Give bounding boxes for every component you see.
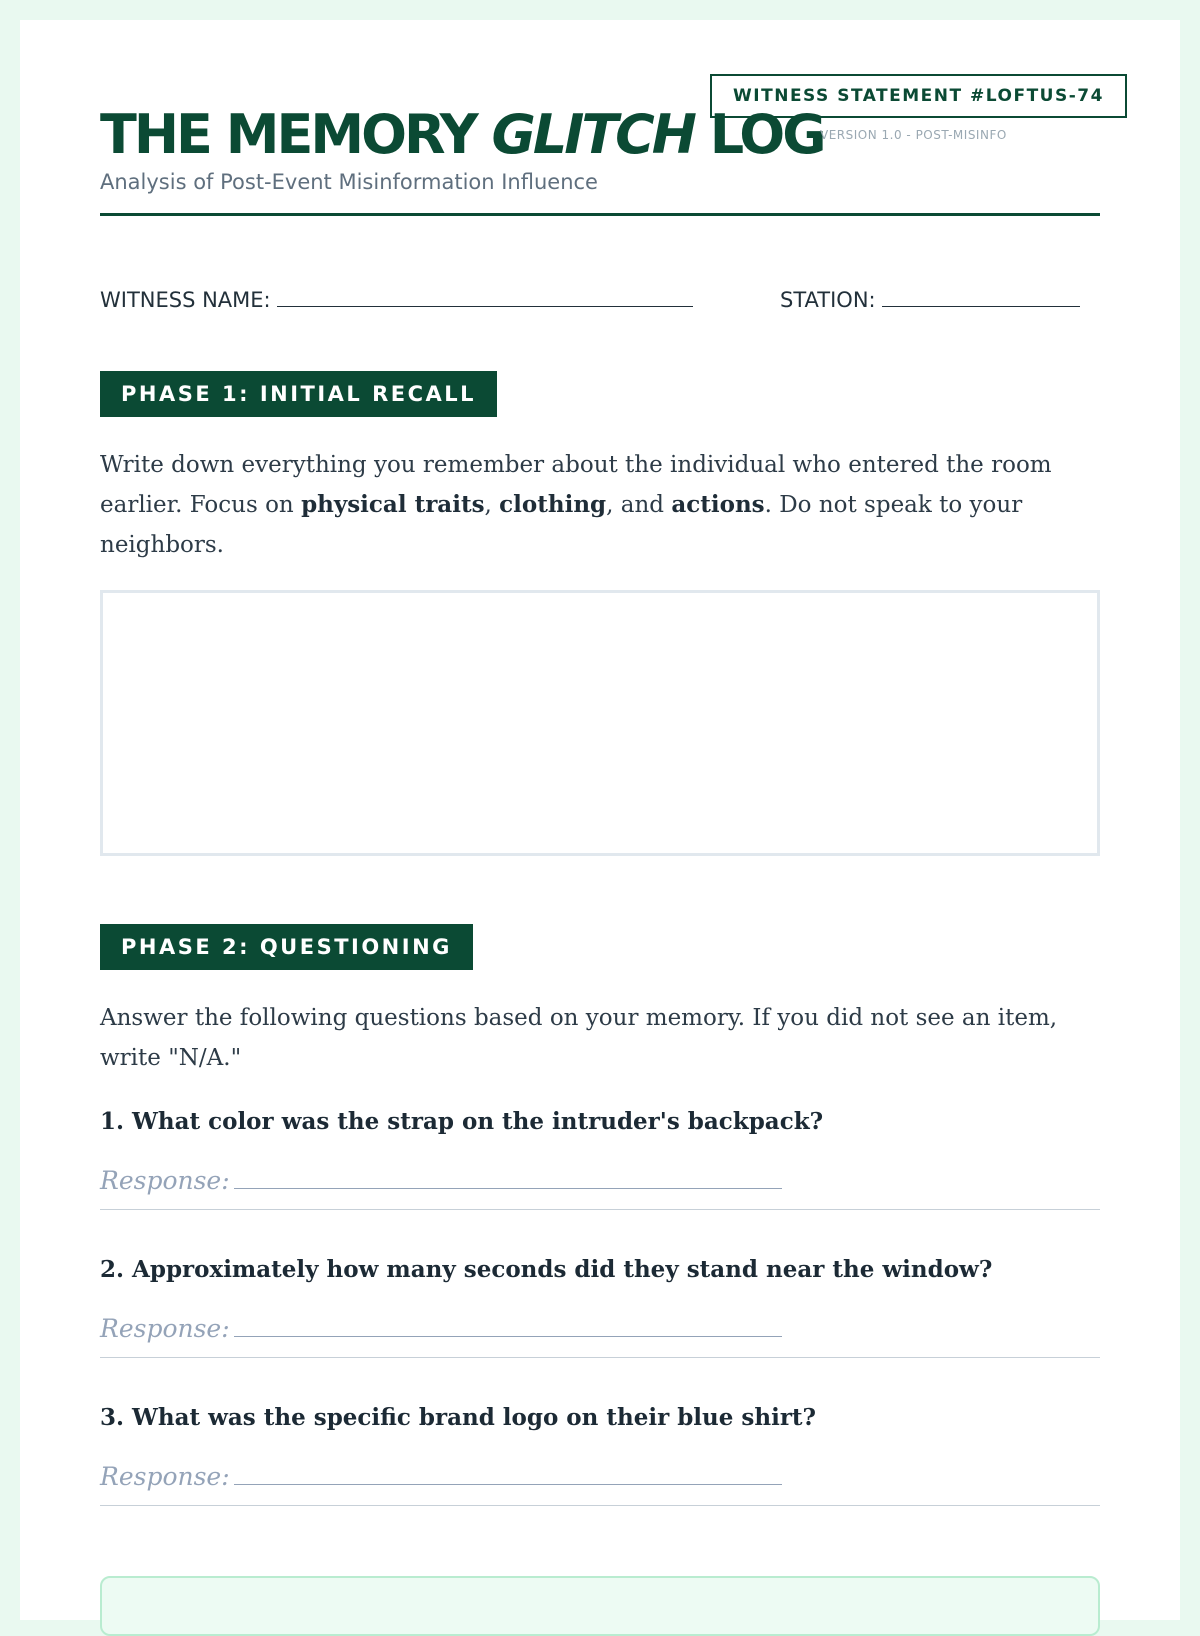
witness-name-label: WITNESS NAME:: [100, 288, 271, 312]
response-2[interactable]: [100, 1314, 1100, 1358]
phase-2-instructions: Answer the following questions based on your memory. If you did not see an item, write "N/A.": [100, 1005, 1058, 1071]
title-part-1: THE MEMORY: [100, 103, 492, 166]
page-subtitle: Analysis of Post-Event Misinformation Influence: [100, 170, 598, 194]
station-field[interactable]: [780, 285, 1080, 312]
station-label: STATION:: [780, 288, 876, 312]
instructions-text-b: . Do not speak to your neighbors.: [100, 492, 1023, 558]
response-3[interactable]: [100, 1462, 1100, 1506]
witness-name-blank[interactable]: [277, 285, 693, 307]
instructions-sep-2: , and: [606, 492, 672, 518]
title-part-glitch: GLITCH: [491, 103, 694, 166]
statement-id-badge: WITNESS STATEMENT #LOFTUS-74: [710, 74, 1127, 118]
page-title: [100, 100, 824, 170]
emphasis-actions: actions: [671, 491, 765, 518]
recall-answer-box[interactable]: [100, 590, 1100, 856]
instructions-sep-1: ,: [484, 492, 500, 518]
title-part-3: LOG: [694, 103, 824, 166]
instructions-text-a: Write down everything you remember about the individual who entered the room earlier. Focus on: [100, 452, 1052, 518]
question-1: 1. What color was the strap on the intruder's backpack?: [100, 1108, 824, 1135]
response-1[interactable]: [100, 1166, 1100, 1210]
response-3-line[interactable]: [234, 1463, 782, 1485]
emphasis-clothing: clothing: [499, 491, 607, 518]
phase-1-instructions: [100, 445, 1100, 565]
question-2: 2. Approximately how many seconds did they stand near the window?: [100, 1256, 993, 1283]
response-label: Response:: [100, 1462, 230, 1491]
response-label: Response:: [100, 1314, 230, 1343]
witness-name-field[interactable]: [100, 285, 693, 312]
callout-box: [100, 1576, 1100, 1636]
response-2-line[interactable]: [234, 1315, 782, 1337]
version-label: VERSION 1.0 - POST-MISINFO: [820, 128, 1007, 142]
phase-1-heading: PHASE 1: INITIAL RECALL: [100, 371, 497, 417]
response-label: Response:: [100, 1166, 230, 1195]
question-3: 3. What was the specific brand logo on their blue shirt?: [100, 1404, 817, 1431]
response-1-line[interactable]: [234, 1167, 782, 1189]
phase-2-heading: PHASE 2: QUESTIONING: [100, 924, 473, 970]
header-divider: [100, 213, 1100, 216]
station-blank[interactable]: [882, 285, 1080, 307]
emphasis-physical-traits: physical traits: [301, 491, 485, 518]
